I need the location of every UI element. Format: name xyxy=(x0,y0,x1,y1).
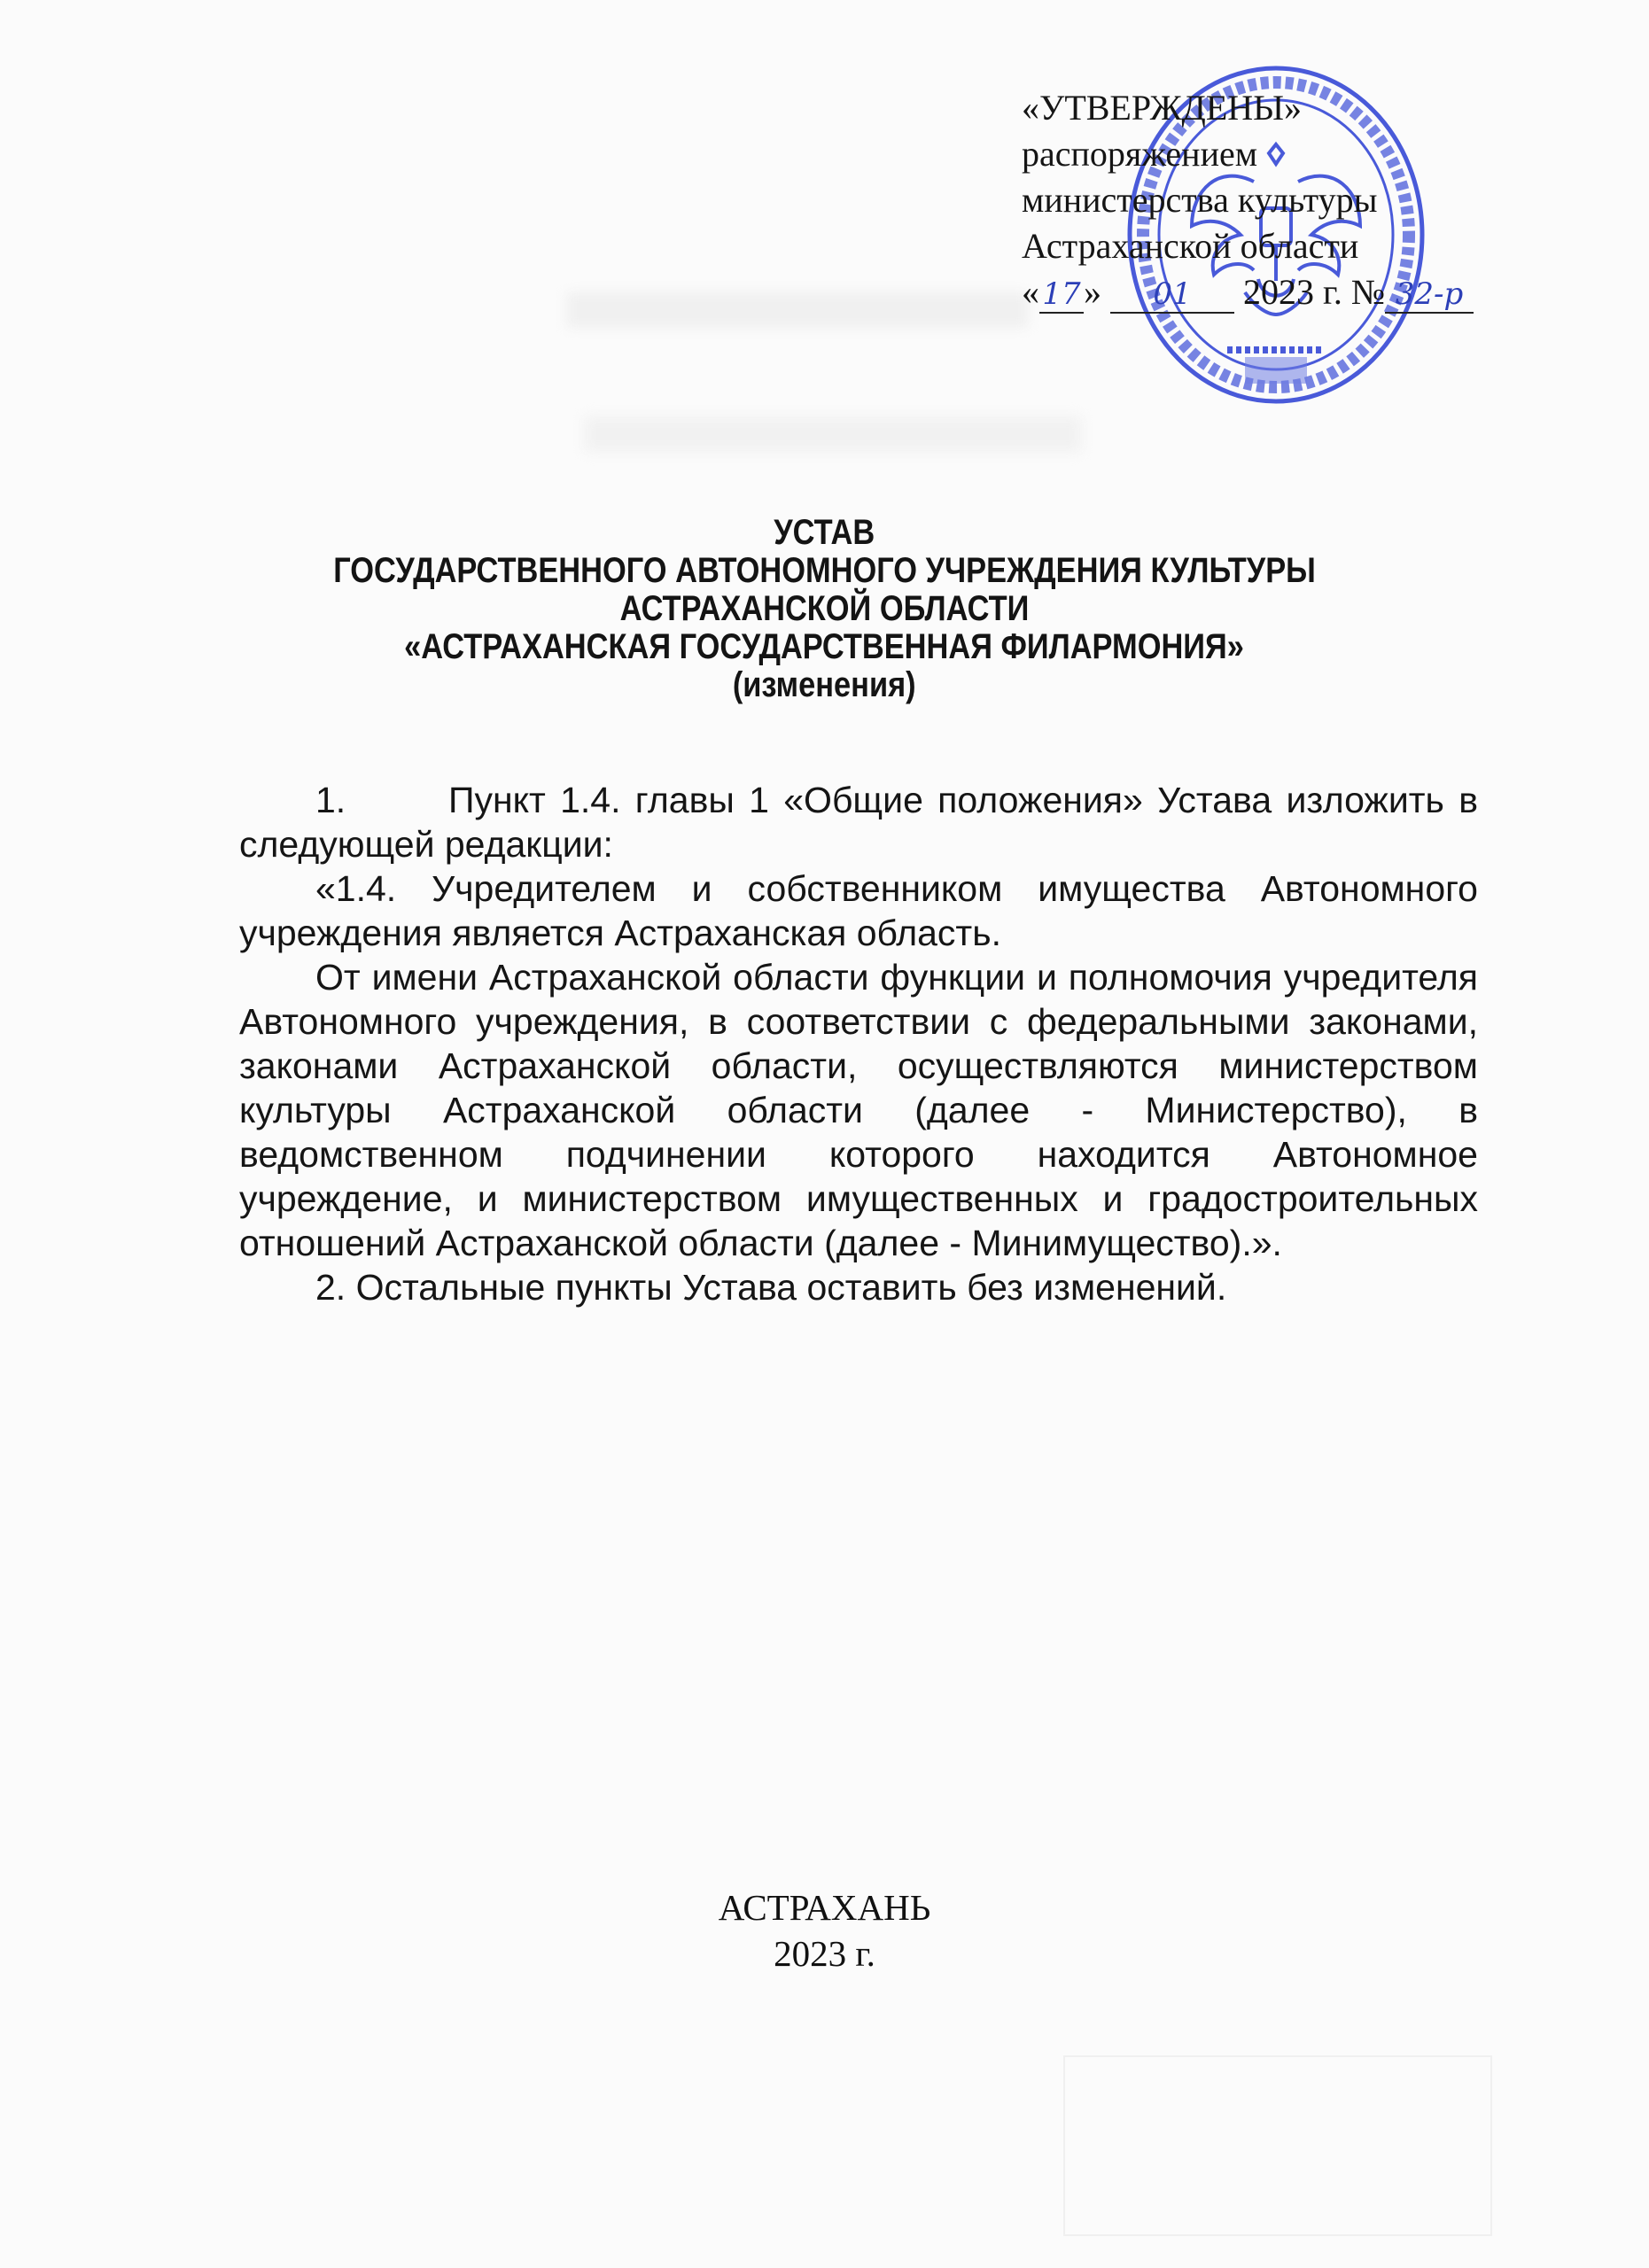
document-title xyxy=(0,514,1649,704)
approval-ministry: министерства культуры xyxy=(1022,180,1378,220)
item-1-text: Пункт 1.4. главы 1 «Общие положения» Устава изложить в следующей редакции: xyxy=(239,780,1478,865)
quoted-paragraph-2: От имени Астраханской области функции и полномочия учредителя Автономного учреждения, в соответствии с федеральными законами, законами Астраханской области, осуществляются министерством культуры Астраханской области (далее - Министерство), в ведомственном подчинении которого находится Автономное учреждение, и министерством имущественных и градостроительных отношений Астраханской области (далее - Минимущество).». xyxy=(239,957,1478,1263)
approval-date-line xyxy=(1022,269,1474,315)
title-line-charter: УСТАВ xyxy=(774,513,875,552)
approval-block xyxy=(1022,85,1474,315)
approval-heading: «УТВЕРЖДЕНЫ» xyxy=(1022,88,1303,128)
document-body xyxy=(239,778,1478,1309)
title-line-institution: ГОСУДАРСТВЕННОГО АВТОНОМНОГО УЧРЕЖДЕНИЯ КУЛЬТУРЫ xyxy=(333,551,1316,590)
footer-city: АСТРАХАНЬ xyxy=(718,1887,931,1928)
approval-order-label: распоряжением xyxy=(1022,134,1258,174)
date-open-quote: « xyxy=(1022,272,1039,312)
title-line-region: АСТРАХАНСКОЙ ОБЛАСТИ xyxy=(619,589,1030,628)
item-1-number: 1. xyxy=(315,780,346,820)
handwritten-order-number: 32-р xyxy=(1395,276,1464,312)
title-line-changes: (изменения) xyxy=(733,665,916,704)
approval-year-number: 2023 г. № xyxy=(1243,272,1386,312)
handwritten-day: 17 xyxy=(1042,276,1081,312)
handwritten-month: 01 xyxy=(1153,276,1192,312)
item-1 xyxy=(239,778,1478,866)
quoted-paragraph-1: «1.4. Учредителем и собственником имущества Автономного учреждения является Астраханская область. xyxy=(239,868,1478,953)
title-line-name: «АСТРАХАНСКАЯ ГОСУДАРСТВЕННАЯ ФИЛАРМОНИЯ» xyxy=(404,627,1245,666)
item-2: 2. Остальные пункты Устава оставить без изменений. xyxy=(315,1267,1227,1308)
date-close-quote: » xyxy=(1084,272,1101,312)
approval-region: Астраханской области xyxy=(1022,226,1359,266)
footer-year: 2023 г. xyxy=(774,1933,875,1974)
